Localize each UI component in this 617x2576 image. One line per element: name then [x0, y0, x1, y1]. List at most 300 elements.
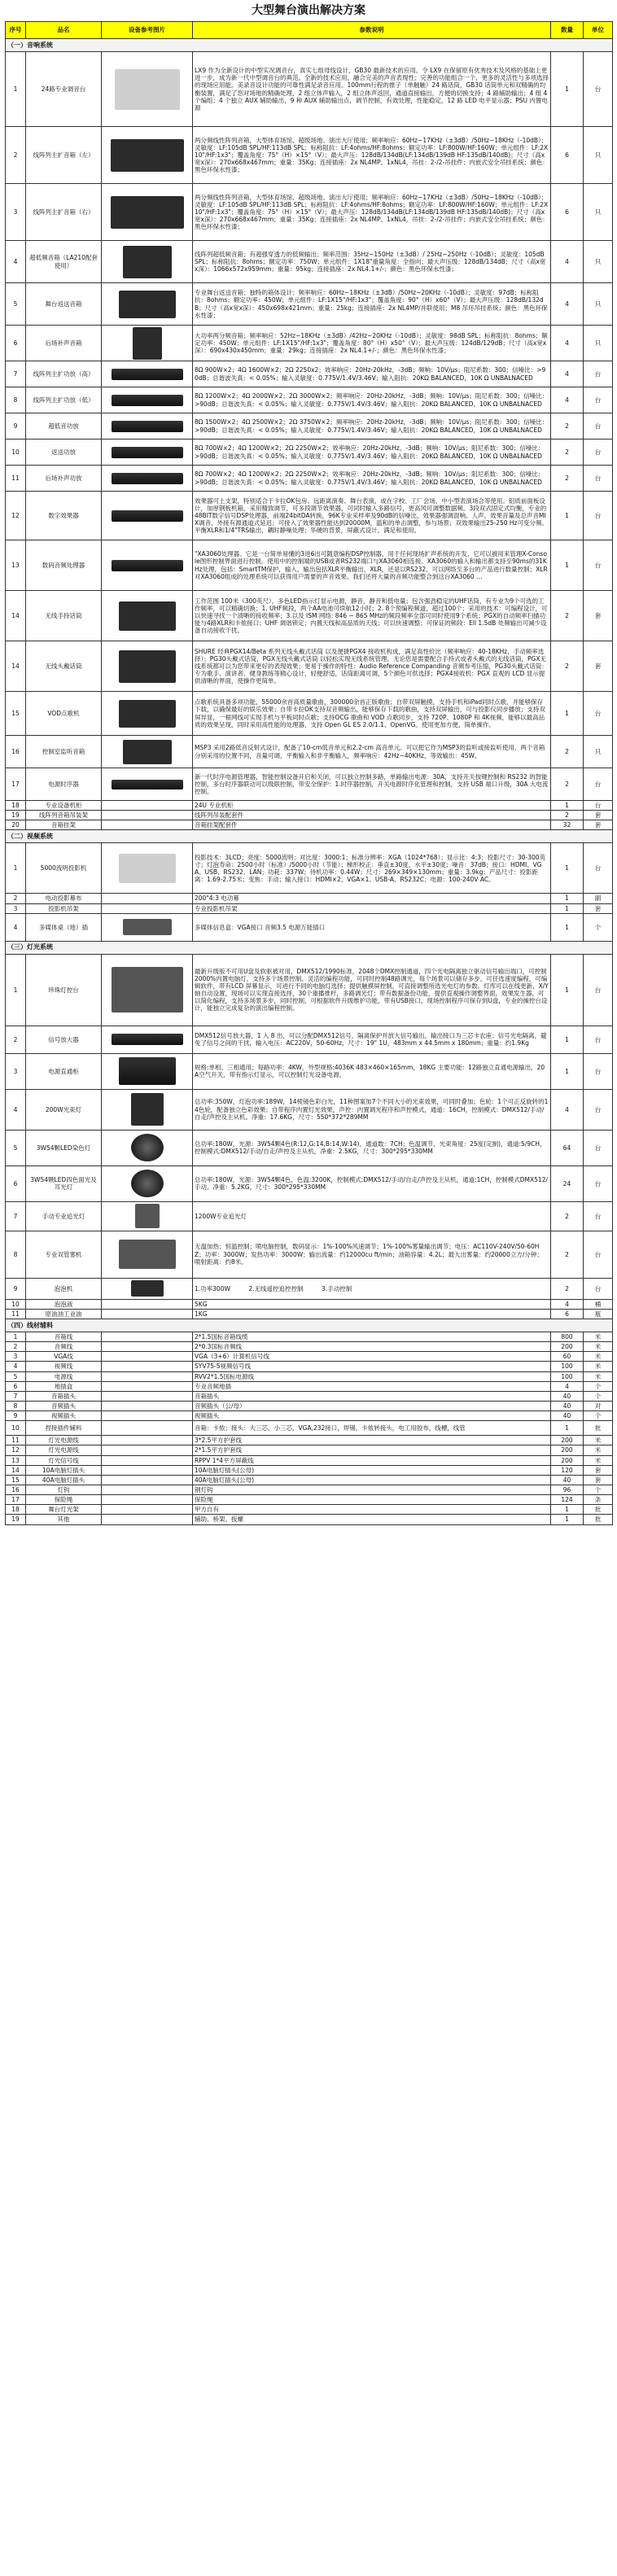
console-image [112, 967, 183, 1012]
item-name: VOD点歌机 [26, 692, 102, 736]
item-image-cell [102, 1505, 193, 1515]
table-row [6, 361, 613, 387]
item-unit: 台 [584, 361, 613, 387]
item-description: 钢灯钩 [193, 1485, 551, 1494]
table-row [6, 1352, 613, 1362]
col-header-desc: 参数说明 [193, 22, 551, 39]
item-number: 7 [6, 1391, 26, 1401]
item-name: 专业设备机柜 [26, 801, 102, 811]
amp-image [112, 447, 183, 458]
item-image-cell [102, 736, 193, 768]
item-number: 18 [6, 801, 26, 811]
item-description: 甲方自有 [193, 1505, 551, 1515]
table-row [6, 1362, 613, 1371]
item-image-cell [102, 1352, 193, 1362]
item-description: 2*1.5国标音箱线缆 [193, 1332, 551, 1341]
item-unit: 套 [584, 641, 613, 692]
amp-image [112, 369, 183, 380]
item-name: 视频插头 [26, 1411, 102, 1421]
item-description: 总功率:350W，灯泡功率:189W，14棱镜色彩白光，11种图案加7个不同大小的光束效果，可同时叠加；色轮：1个可正反旋转的14色轮，配备独立色彩效果；自带程序内置灯光效果，声控：内置调光程序和声控模式，通道：16CH，控制模式：DMX512/手动/自走/声控及主从机。净重：17.6KG，尺寸：550*372*289MM [193, 1089, 551, 1130]
item-number: 13 [6, 540, 26, 591]
item-image-cell [102, 1166, 193, 1201]
item-unit: 台 [584, 692, 613, 736]
table-row [6, 1130, 613, 1166]
item-image-cell [102, 361, 193, 387]
mic-image [119, 601, 176, 631]
item-number: 18 [6, 1505, 26, 1515]
item-unit: 台 [584, 387, 613, 413]
table-row [6, 1401, 613, 1410]
item-image-cell [102, 1362, 193, 1371]
item-description: 无温加热；恒温控制；喷电脑控制，数码显示：1%-100%风速调节；1%-100%雾量输出调节；电压：AC110V-240V/50-60HZ；功率：3000W；发热功率：3000W；输出流量：约12000cu ft/min；油箱容量：4.2L；最大出雾量：约20000立方/分钟；喷射距离：约8米。 [193, 1231, 551, 1278]
table-row [6, 1371, 613, 1381]
item-image-cell [102, 1401, 193, 1410]
item-quantity: 124 [551, 1495, 584, 1505]
cab-image [119, 1057, 176, 1085]
item-number: 2 [6, 127, 26, 184]
item-name: 5000流明投影机 [26, 843, 102, 894]
item-name: 3W54颗LED染色灯 [26, 1130, 102, 1166]
item-quantity: 1 [551, 1515, 584, 1524]
item-name: 捏接插件辅料 [26, 1421, 102, 1436]
proj-image [119, 854, 176, 883]
item-number: 6 [6, 1166, 26, 1201]
item-number: 1 [6, 954, 26, 1026]
table-row [6, 127, 613, 184]
item-name: 多媒体桌（地）插 [26, 913, 102, 941]
item-name: 电源线 [26, 1371, 102, 1381]
col-header-qty: 数量 [551, 22, 584, 39]
item-number: 3 [6, 184, 26, 241]
section-row [6, 39, 613, 52]
item-number: 5 [6, 1371, 26, 1381]
item-description: 2*1.5平方护套线 [193, 1445, 551, 1455]
item-number: 9 [6, 413, 26, 440]
section-title: （四）线材辅料 [6, 1319, 613, 1332]
table-row [6, 387, 613, 413]
item-unit: 套 [584, 903, 613, 913]
item-unit: 台 [584, 843, 613, 894]
headmic-image [119, 650, 176, 683]
item-name: 线阵列音箱吊装架 [26, 811, 102, 820]
table-header-row [6, 22, 613, 39]
item-quantity: 2 [551, 736, 584, 768]
item-number: 6 [6, 326, 26, 361]
item-quantity: 4 [551, 283, 584, 326]
item-description: 保险绳 [193, 1495, 551, 1505]
table-row [6, 591, 613, 641]
item-description: 投影技术：3LCD；亮度：5000流明；对比度：3000:1；标准分辨率：XGA（1024*768）；显示比：4:3；投影尺寸：30-300英寸；灯泡寿命：2500小时（标准）/5000小时（节能）；梯形校正：垂直±30度，水平±30度；噪音：37dB；接口：HDMI、VGA、USB、RS232、LAN；功耗：337W；待机功率：0.44W；尺寸：269×349×130mm；重量：3.9kg；产品尺寸：投影距离：1.69-2.75米；变焦：手动；输入接口：HDMI×2、VGA×1、USB-A、RS232C；电源：100-240V AC。 [193, 843, 551, 894]
item-description: 两分频线性阵列音箱，大型体育场馆、超级场地、演出大厅使用；频率响应：60Hz~17KHz（±3dB）/50Hz~18KHz（-10dB）；灵敏度：LF:105dB SPL/HF:113dB SPL；标称阻抗：LF:4ohms/HF:8ohms；额定功率：LF:800W/HF:160W；单元组件：LF:2X10"/HF:1x3"；覆盖角度：75°（H）×15°（V）；最大声压：128dB/134dB(LF:134dB/139dB HF:135dB/140dB)；尺寸（高x宽x深）：270x668x467mm；重量：35Kg；连接插座：2x NL4MP、1xNL4，吊挂：2-/2-吊挂件；内嵌式安全吊挂系统；颜色：黑色环保水性漆； [193, 127, 551, 184]
item-number: 9 [6, 1278, 26, 1299]
item-number: 4 [6, 1089, 26, 1130]
item-unit: 台 [584, 413, 613, 440]
table-row [6, 903, 613, 913]
item-unit: 个 [584, 1485, 613, 1494]
item-description: 8Ω 900W×2；4Ω 1600W×2；2Ω 2250x2；效率响应：20Hz-20kHz，-3dB；频响：10V/μs；阻尼系数：300；信噪比：>90dB；总谐波失真：< 0.05%；输入灵敏度：0.775V/1.4V/3.46V；输入阻抗：20KΩ BALANCED，10K Ω UNBALNACED [193, 361, 551, 387]
item-number: 4 [6, 241, 26, 283]
item-quantity: 4 [551, 1381, 584, 1391]
item-description: LX9 作为全新设计的中型实况调音台，真实七组母线设计，GB30 最新技术的应用。令 LX9 在保留原有优秀技术及风格的基础上更进一步，成为新一代中型调音台的典范。全新的技术应用，融合完美的声音表现性；完善的功能组合一个、更多的灵活性与多项选择的现场应用能。美录音设计功能的可靠性满足录音应用。100mm行程的推子（单触触）24 路话筒，GB30 话筒单元和双精确的均衡装置，满足了您对场地的精确处理，2 组立体声输入，2 组立体声返回，通道直接输出，方便的切换支持；4 路辅助输出；4 组 4 个编组；4 个独立 AUX 辅助输出，9 种 AUX 辅助输出点，调节控制，有效处理，性能稳定，12 路 LED 电平显示器；PSU 内置电源 [193, 52, 551, 127]
item-image-cell [102, 1332, 193, 1341]
item-unit: 台 [584, 1231, 613, 1278]
table-row [6, 1299, 613, 1309]
item-description: 24U 专业机柜 [193, 801, 551, 811]
item-description: 8Ω 700W×2；4Ω 1200W×2；2Ω 2250W×2；效率响应：20Hz-20kHz，-3dB；频响：10V/μs；阻尼系数：300；信噪比：>90dB；总谐波失真：< 0.05%；输入灵敏度：0.775V/1.4V/3.46V；输入阻抗：20KΩ BALANCED，10K Ω UNBALNACED [193, 466, 551, 492]
item-unit: 只 [584, 241, 613, 283]
table-row [6, 1278, 613, 1299]
item-unit: 桶 [584, 1299, 613, 1309]
section-title: （一）音响系统 [6, 39, 613, 52]
item-quantity: 96 [551, 1485, 584, 1494]
item-description: RPPV 1*4平方屏蔽线 [193, 1455, 551, 1465]
item-name: 10A电脑灯插头 [26, 1465, 102, 1475]
item-unit: 套 [584, 1475, 613, 1485]
follow-image [135, 1204, 160, 1228]
table-row [6, 1089, 613, 1130]
item-name: 无线头戴话筒 [26, 641, 102, 692]
item-image-cell [102, 52, 193, 127]
item-description: DMX512信号放大器，1 入 8 出，可以分配DMX512信号，隔离保护并放大信号输出，输出接口为三芯卡农座；信号光电隔离，避免了信号之间的干扰，输入电压：AC220V，50-60Hz，尺寸：19" 1U，483mm x 44.5mm x 180mm；重量：约1.9Kg [193, 1026, 551, 1053]
item-unit: 套 [584, 591, 613, 641]
item-number: 19 [6, 1515, 26, 1524]
item-quantity: 2 [551, 466, 584, 492]
item-quantity: 2 [551, 1231, 584, 1278]
item-description: 专业舞台返送音箱；独特的箱体设计；频率响应：60Hz~18KHz（±3dB）/50Hz~20KHz（-10dB）；灵敏度：97dB；标称阻抗：8ohms；额定功率：450W；单元组件：LF:1X15"/HF:1x3"；覆盖角度：90°（H）x60°（V）；最大声压级：128dB/132dB；尺寸（高x宽x深）：450x698x421mm；重量：25kg；连接插座：2x NL4MP/并联使用；M8 吊环吊挂系统；颜色：黑色环保水性漆； [193, 283, 551, 326]
table-row [6, 913, 613, 941]
table-row [6, 1505, 613, 1515]
item-name: 音箱线 [26, 1332, 102, 1341]
item-quantity: 6 [551, 1309, 584, 1319]
item-unit: 米 [584, 1445, 613, 1455]
item-number: 10 [6, 1421, 26, 1436]
item-image-cell [102, 811, 193, 820]
item-image-cell [102, 326, 193, 361]
item-description: SYV75-5视频信号线 [193, 1362, 551, 1371]
col-header-image: 设备参考图片 [102, 22, 193, 39]
table-row [6, 1309, 613, 1319]
item-name: 控制室监听音箱 [26, 736, 102, 768]
item-name: 泡泡液 [26, 1299, 102, 1309]
item-image-cell [102, 466, 193, 492]
item-unit: 条 [584, 1495, 613, 1505]
item-unit: 米 [584, 1362, 613, 1371]
table-row [6, 843, 613, 894]
item-image-cell [102, 1485, 193, 1494]
item-quantity: 6 [551, 184, 584, 241]
item-name: 灯光信号线 [26, 1455, 102, 1465]
box-image [123, 919, 172, 935]
item-image-cell [102, 492, 193, 540]
item-description: 大功率两分频音箱；频率响应：52Hz~18KHz（±3dB）/42Hz~20KHz（-10dB）；灵敏度：98dB SPL；标称阻抗：8ohms；额定功率：450W；单元组件：LF:1X15"/HF:1x3"；覆盖角度：80°（H）x50°（V）；最大声压级：124dB/129dB；尺寸（高x宽x深）：690x430x450mm；重量：29kg；连接插座：2x NL4.1+/-；颜色：黑色环保水性漆； [193, 326, 551, 361]
table-row [6, 641, 613, 692]
document-title: 大型舞台演出解决方案 [252, 4, 365, 17]
item-number: 14 [6, 641, 26, 692]
col-header-no: 序号 [6, 22, 26, 39]
bubble-image [131, 1280, 164, 1297]
table-row [6, 326, 613, 361]
item-number: 17 [6, 1495, 26, 1505]
table-row [6, 954, 613, 1026]
item-image-cell [102, 1201, 193, 1231]
item-description: 总功率:180W，光源：3W54颗4色(R:12,G:14,B:14,W:14)，通道数：7CH；色温调节，光束角度：25度(定制)，通道:5/9CH，控制模式:DMX512/手动/自走/声控及主从机，净重：2.5KG，尺寸：300*295*330MM [193, 1130, 551, 1166]
item-image-cell [102, 1475, 193, 1485]
mixer-image [115, 69, 180, 110]
item-number: 13 [6, 1455, 26, 1465]
table-row [6, 1455, 613, 1465]
item-description: 8Ω 700W×2；4Ω 1200W×2；2Ω 2250W×2；效率响应：20Hz-20kHz，-3dB；频响：10V/μs；阻尼系数：300；信噪比：>90dB；总谐波失真：< 0.05%；输入灵敏度：0.775V/1.4V/3.46V；输入阻抗：20KΩ BALANCED，10K Ω UNBALNACED [193, 440, 551, 466]
section-row [6, 830, 613, 843]
item-unit: 只 [584, 184, 613, 241]
item-quantity: 2 [551, 768, 584, 801]
item-quantity: 100 [551, 1362, 584, 1371]
item-number: 6 [6, 1381, 26, 1391]
item-quantity: 4 [551, 361, 584, 387]
rack-image [112, 1034, 183, 1045]
item-unit: 个 [584, 1391, 613, 1401]
table-row [6, 440, 613, 466]
item-image-cell [102, 954, 193, 1026]
item-description: 多媒体信息盒：VGA接口 音频3.5 电源万能插口 [193, 913, 551, 941]
item-name: 手动专业追光灯 [26, 1201, 102, 1231]
item-name: 电源时序器 [26, 768, 102, 801]
col-header-name: 品名 [26, 22, 102, 39]
item-quantity: 1 [551, 913, 584, 941]
item-name: 后场补声功放 [26, 466, 102, 492]
item-description: 3*2.5平方护套线 [193, 1436, 551, 1445]
item-name: 音频线 [26, 1342, 102, 1352]
item-description: 音频插头（公/母） [193, 1401, 551, 1410]
item-description: 40A电脑灯插头(公母) [193, 1475, 551, 1485]
item-quantity: 1 [551, 692, 584, 736]
item-quantity: 200 [551, 1455, 584, 1465]
section-row [6, 1319, 613, 1332]
table-row [6, 1465, 613, 1475]
item-quantity: 2 [551, 1201, 584, 1231]
table-row [6, 768, 613, 801]
item-quantity: 2 [551, 811, 584, 820]
item-description: 线阵列吊装配套件 [193, 811, 551, 820]
item-number: 5 [6, 1130, 26, 1166]
table-row [6, 1053, 613, 1089]
item-name: 视频线 [26, 1362, 102, 1371]
item-image-cell [102, 820, 193, 830]
item-image-cell [102, 692, 193, 736]
item-description: 视频插头 [193, 1411, 551, 1421]
item-quantity: 1 [551, 954, 584, 1026]
item-unit: 台 [584, 1201, 613, 1231]
item-unit: 台 [584, 954, 613, 1026]
item-description: 音箱插头 [193, 1391, 551, 1401]
item-unit: 米 [584, 1352, 613, 1362]
item-image-cell [102, 387, 193, 413]
item-number: 7 [6, 1201, 26, 1231]
item-unit: 对 [584, 1401, 613, 1410]
item-description: VGA（3+6）计算机信号线 [193, 1352, 551, 1362]
item-image-cell [102, 540, 193, 591]
item-quantity: 60 [551, 1352, 584, 1362]
table-row [6, 1166, 613, 1201]
item-quantity: 1 [551, 843, 584, 894]
item-number: 15 [6, 692, 26, 736]
item-unit: 台 [584, 1278, 613, 1299]
item-unit: 瓶 [584, 1309, 613, 1319]
item-image-cell [102, 768, 193, 801]
item-unit: 只 [584, 326, 613, 361]
item-image-cell [102, 413, 193, 440]
col-header-unit: 单位 [584, 22, 613, 39]
item-number: 8 [6, 1401, 26, 1410]
table-row [6, 241, 613, 283]
studio-image [123, 740, 172, 764]
item-image-cell [102, 241, 193, 283]
item-image-cell [102, 1445, 193, 1455]
item-description: 专业音频地插 [193, 1381, 551, 1391]
item-name: 舞台返送音箱 [26, 283, 102, 326]
item-description: 总功率:180W，光源：3W54颗4色，色温:3200K，控制模式:DMX512/手动/自走/声控及主从机，通道:1CH，控制模式DMX512/手动。净重：5.2KG，尺寸：300*295*330MM [193, 1166, 551, 1201]
item-quantity: 2 [551, 591, 584, 641]
item-description: 最新升级版不可用U盘及软驱被对用，DMX512/1990标准，2048个DMX控制通道，四个光电隔离独立驱动信号输出端口，可控制2000%内置电脑灯，支持多个场景控制。灵活的编程功能，可同时控制48路调光，每个场景可以储存多步，可任选速度编程，可编辑软件，带有LCD 屏幕显示，可进行不同的电脑灯选择；提供触摸屏控制，可直接调整所选光电灯的参数。灯库可以在线更新，X/Y轴自动设置，现场可以实现直接选择，30个重播推杆，多路调光灯；带有数据备份功能，提供直观操作调整界面，效果发生器，可以简化编程，支持多场景多步，同时控制，可根据软件升级维护功能，带有USB接口，现场控制程序可保存到U盘，专业的操控台设计，能独立完成复杂的演出编程控制。 [193, 954, 551, 1026]
item-image-cell [102, 1495, 193, 1505]
item-number: 10 [6, 1299, 26, 1309]
item-unit: 台 [584, 440, 613, 466]
item-number: 3 [6, 1053, 26, 1089]
item-name: 24路专业调音台 [26, 52, 102, 127]
amp-image [112, 421, 183, 432]
item-quantity: 1 [551, 1421, 584, 1436]
item-description: 专业投影机吊架 [193, 903, 551, 913]
table-row [6, 1026, 613, 1053]
item-number: 19 [6, 811, 26, 820]
item-image-cell [102, 1053, 193, 1089]
item-name: 数字效果器 [26, 492, 102, 540]
item-unit: 米 [584, 1455, 613, 1465]
item-name: 超低音功放 [26, 413, 102, 440]
item-image-cell [102, 184, 193, 241]
item-quantity: 40 [551, 1411, 584, 1421]
item-number: 3 [6, 903, 26, 913]
item-unit: 套 [584, 811, 613, 820]
item-image-cell [102, 1231, 193, 1278]
section-title: （二）视频系统 [6, 830, 613, 843]
item-name: 40A电脑灯插头 [26, 1475, 102, 1485]
item-description: 辅助、桥架、扳螺 [193, 1515, 551, 1524]
item-unit: 米 [584, 1436, 613, 1445]
item-number: 4 [6, 1362, 26, 1371]
item-name: 原油油工业油 [26, 1309, 102, 1319]
item-quantity: 120 [551, 1465, 584, 1475]
item-name: 线阵列主扩音箱（右） [26, 184, 102, 241]
item-quantity: 1 [551, 52, 584, 127]
item-description: SHURE 经典PGX14/Beta 系列无线头戴式话筒 以及便捷PGX4 接收机构成，满足高性价比（频率响应：40-18KHz，手动频率选择）；PG30头戴式话筒，PGX无线头戴式话筒 以轻松实现无线系统管理。无论您是需要配合手持式或者头戴式的无线话筒，PGX无线系统都可以为您带来更好的表现效果；更易于操作的特性：Audio Reference Companding 音频参考压缩，PG30头戴式话筒：专为歌手、演讲者、健身教练等精心设计，轻便舒适，话筒距离可调，5个颜色可供选择；PGX4接收机：PGX 直观的 LCD 显示提供清晰的界面，使操作更简单。 [193, 641, 551, 692]
monitor-image [119, 291, 176, 318]
item-unit: 批 [584, 1515, 613, 1524]
item-number: 1 [6, 1332, 26, 1341]
item-number: 20 [6, 820, 26, 830]
item-number: 2 [6, 1342, 26, 1352]
item-image-cell [102, 1515, 193, 1524]
section-title: （三）灯光系统 [6, 941, 613, 954]
par-image [131, 1170, 164, 1197]
item-quantity: 200 [551, 1445, 584, 1455]
item-image-cell [102, 283, 193, 326]
item-number: 1 [6, 52, 26, 127]
item-name: 珍珠灯控台 [26, 954, 102, 1026]
item-name: 信号放大器 [26, 1026, 102, 1053]
item-number: 12 [6, 1445, 26, 1455]
item-unit: 只 [584, 127, 613, 184]
item-image-cell [102, 1026, 193, 1053]
table-row [6, 184, 613, 241]
item-quantity: 800 [551, 1332, 584, 1341]
item-unit: 个 [584, 1381, 613, 1391]
item-unit: 套 [584, 820, 613, 830]
amp-image [112, 473, 183, 484]
item-number: 11 [6, 1436, 26, 1445]
table-row [6, 1411, 613, 1421]
item-number: 1 [6, 843, 26, 894]
item-unit: 台 [584, 52, 613, 127]
table-row [6, 736, 613, 768]
item-number: 4 [6, 913, 26, 941]
item-unit: 批 [584, 1421, 613, 1436]
item-number: 17 [6, 768, 26, 801]
table-row [6, 1445, 613, 1455]
item-quantity: 1 [551, 903, 584, 913]
item-description: 200"4:3 电动幕 [193, 894, 551, 903]
item-quantity: 4 [551, 241, 584, 283]
seq-image [112, 780, 183, 789]
table-row [6, 811, 613, 820]
table-row [6, 492, 613, 540]
item-quantity: 2 [551, 440, 584, 466]
item-number: 2 [6, 894, 26, 903]
item-name: 线阵列主扩功放（高） [26, 361, 102, 387]
item-quantity: 4 [551, 1299, 584, 1309]
item-number: 14 [6, 1465, 26, 1475]
item-unit: 批 [584, 1505, 613, 1515]
item-number: 11 [6, 466, 26, 492]
item-name: 电源直通柜 [26, 1053, 102, 1089]
table-row [6, 283, 613, 326]
item-number: 8 [6, 1231, 26, 1278]
table-row [6, 1381, 613, 1391]
item-quantity: 1 [551, 540, 584, 591]
item-description: 两分频线性阵列音箱，大型体育场馆、超级场地、演出大厅使用；频率响应：60Hz~17KHz（±3dB）/50Hz~18KHz（-10dB）；灵敏度：LF:105dB SPL/HF:113dB SPL；标称阻抗：LF:4ohms/HF:8ohms；额定功率：LF:800W/HF:160W；单元组件：LF:2X10"/HF:1x3"；覆盖角度：75°（H）×15°（V）；最大声压：128dB/134dB(LF:134dB/139dB HF:135dB/140dB)；尺寸（高x宽x深）：270x668x467mm；重量：35Kg；连接插座：2x NL4MP、1xNL4，吊挂：2-/2-吊挂件；内嵌式安全吊挂系统；颜色：黑色环保水性漆； [193, 184, 551, 241]
item-number: 15 [6, 1475, 26, 1485]
item-image-cell [102, 127, 193, 184]
item-number: 12 [6, 492, 26, 540]
item-description: 1.功率300W 2.无线遥控追控控制 3.手动控制 [193, 1278, 551, 1299]
item-number: 16 [6, 1485, 26, 1494]
item-description: 规格:单相、三相通用；每路功率：4KW，外型规格:4036K 483×460×165mm，18KG 主要功能：12路独立直通电源输出，20A空气开关，带有指示灯显示，可以控制灯光设备电源。 [193, 1053, 551, 1089]
item-name: 保险绳 [26, 1495, 102, 1505]
beam-image [131, 1093, 164, 1126]
table-row [6, 1391, 613, 1401]
table-row [6, 1485, 613, 1494]
table-row [6, 466, 613, 492]
item-image-cell [102, 1342, 193, 1352]
item-number: 3 [6, 1352, 26, 1362]
item-unit: 台 [584, 1130, 613, 1166]
item-number: 14 [6, 591, 26, 641]
item-unit: 只 [584, 283, 613, 326]
par-image [131, 1134, 164, 1161]
item-name: 超低频音箱（LA210配套使用） [26, 241, 102, 283]
item-number: 9 [6, 1411, 26, 1421]
item-name: 电动投影幕布 [26, 894, 102, 903]
item-unit: 台 [584, 1053, 613, 1089]
